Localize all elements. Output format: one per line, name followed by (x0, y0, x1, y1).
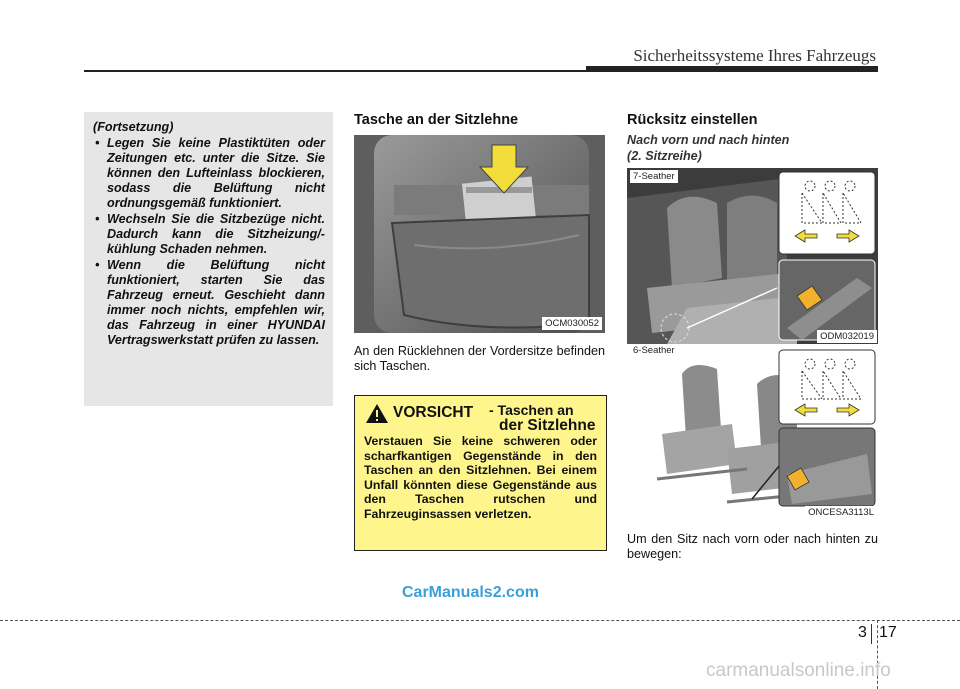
bullet-list (93, 136, 325, 348)
caution-subtitle-line1: - Taschen an (489, 402, 574, 418)
photo-label-6-seater: 6-Seather (630, 344, 678, 357)
photo-label-7-seater: 7-Seather (630, 170, 678, 183)
bullet-icon: • (95, 212, 100, 226)
photo-code-label: OCM030052 (542, 317, 602, 330)
subheading-line2: (2. Sitzreihe) (627, 149, 702, 163)
seven-seater-illustration (627, 168, 878, 344)
six-seater-illustration (627, 344, 878, 520)
rear-seat-description: Um den Sitz nach vorn oder nach hinten zu bewegen: (627, 532, 878, 561)
caution-title: VORSICHT (393, 404, 474, 421)
seat-pocket-description: An den Rücklehnen der Vordersitze befinden sich Taschen. (354, 344, 605, 373)
site-watermark-bottom: carmanualsonline.info (706, 660, 891, 681)
list-item-text: Wenn die Belüftung nicht funktioniert, starten Sie das Fahrzeug erneut. Geschieht dann immer noch nichts, empfehlen wir, das Fahrzeug in einer HYUNDAI Vertragswerkstatt prüfen zu lassen. (107, 258, 325, 347)
six-seater-photo (627, 344, 878, 520)
list-item (93, 136, 325, 211)
continuation-label: (Fortsetzung) (93, 120, 174, 134)
bullet-icon: • (95, 258, 100, 272)
section-heading-seat-pocket: Tasche an der Sitzlehne (354, 112, 519, 128)
site-watermark: CarManuals2.com (402, 584, 539, 601)
caution-subtitle-line2: der Sitzlehne (499, 417, 596, 434)
caution-body: Verstauen Sie keine schweren oder scharfkantigen Gegenstände in den Taschen an den Sitzlehnen. Bei einem Unfall könnten diese Gegenstände aus den Taschen rutschen und Fahrzeuginsassen verletzen. (364, 434, 597, 521)
list-item-text: Legen Sie keine Plastiktüten oder Zeitungen etc. unter die Sitze. Sie können den Lufteinlass blockieren, sodass die Belüftung nicht ordnungsgemäß funktioniert. (107, 136, 325, 210)
header-rule-thick (586, 66, 878, 71)
subheading-line1: Nach vorn und nach hinten (627, 133, 790, 147)
page-number-separator (871, 624, 872, 644)
continuation-note-box (84, 112, 333, 406)
photo-code-label: ODM032019 (817, 330, 877, 343)
bullet-icon: • (95, 136, 100, 150)
caution-box (354, 395, 607, 551)
section-number: 3 (858, 624, 867, 641)
seat-pocket-photo (354, 135, 605, 333)
caution-subtitle (489, 402, 599, 434)
page-header-title: Sicherheitssysteme Ihres Fahrzeugs (633, 46, 876, 65)
list-item (93, 258, 325, 348)
footer-rule (0, 620, 960, 621)
subheading-forward-backward (627, 132, 878, 164)
seat-pocket-illustration (354, 135, 605, 333)
list-item (93, 212, 325, 257)
list-item-text: Wechseln Sie die Sitzbezüge nicht. Dadurch kann die Sitzheizung/-kühlung Schaden nehmen. (107, 212, 325, 256)
page-number: 17 (879, 624, 897, 641)
warning-triangle-icon (365, 403, 389, 424)
seven-seater-photo (627, 168, 878, 344)
photo-code-label: ONCESA3113L (805, 506, 877, 519)
section-heading-rear-seat: Rücksitz einstellen (627, 112, 758, 128)
